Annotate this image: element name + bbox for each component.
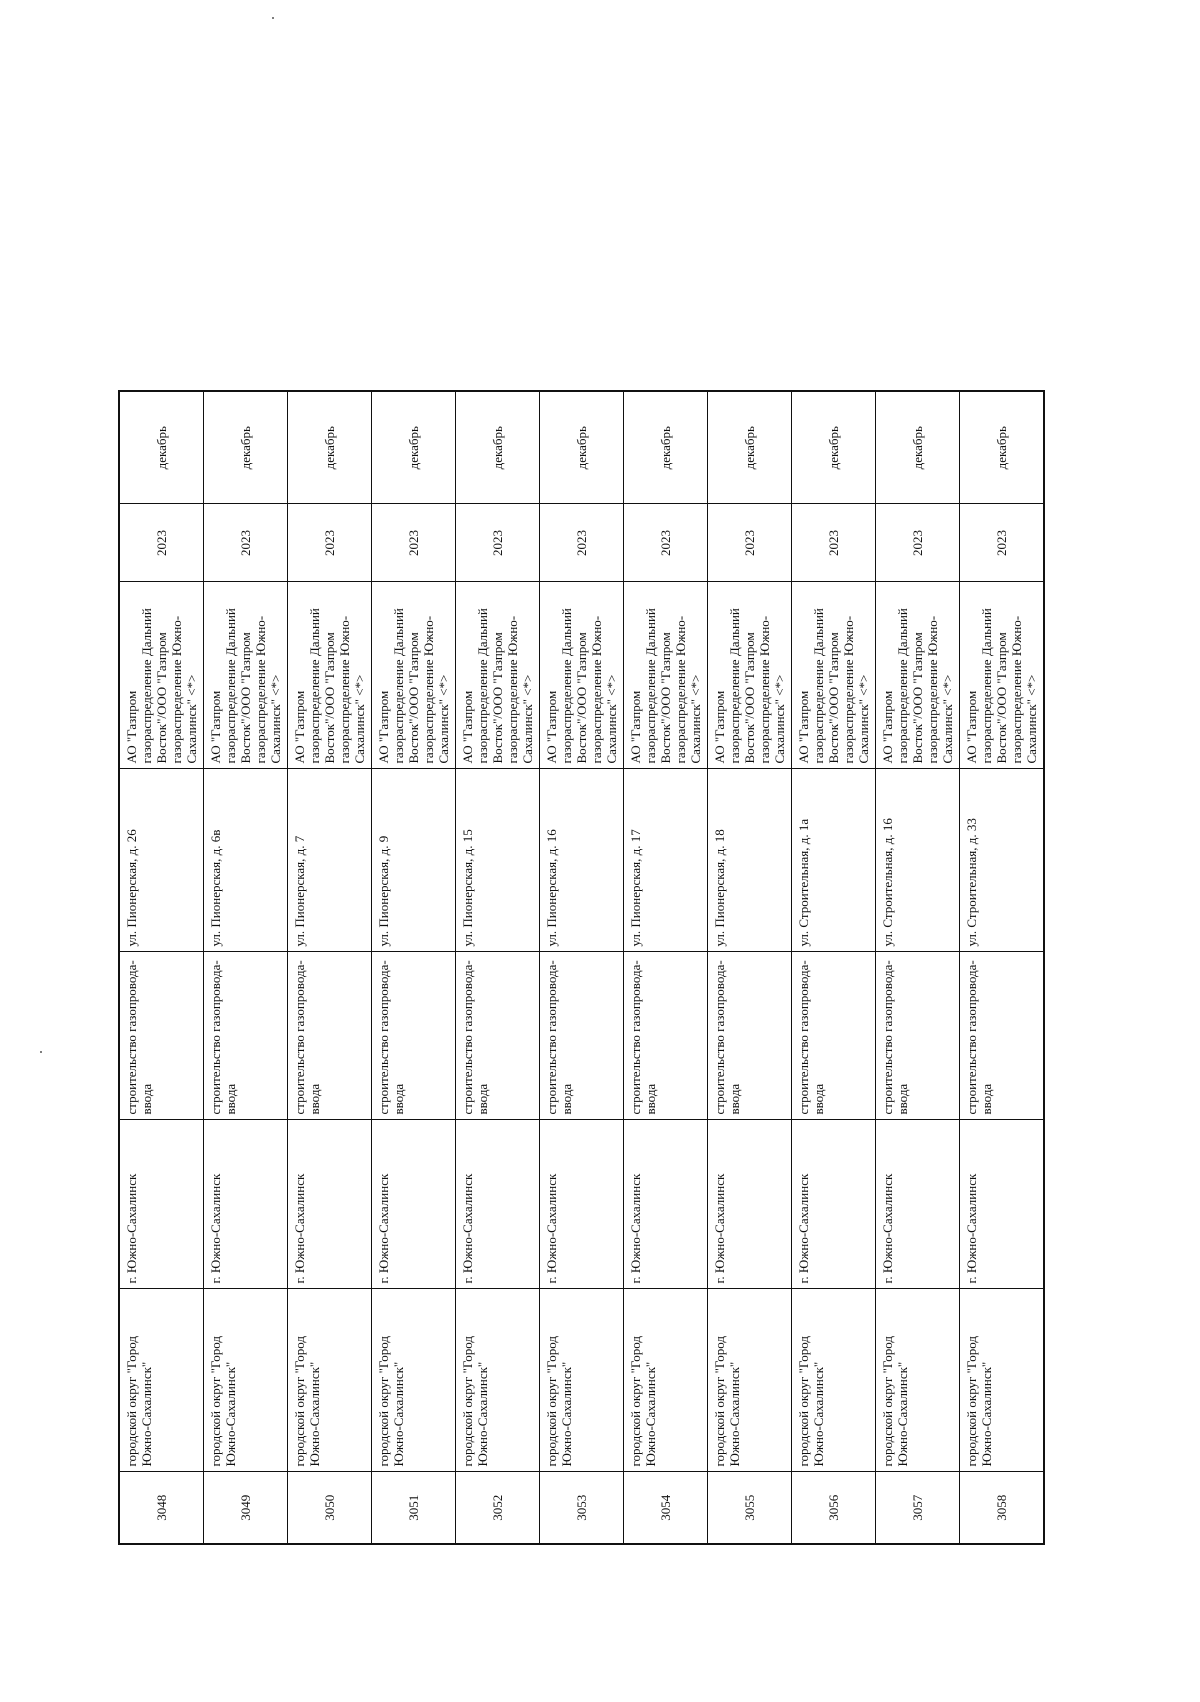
work-type-cell: строительство газопровода-ввода <box>456 952 540 1120</box>
row-number: 3048 <box>119 1472 204 1544</box>
year-cell: 2023 <box>624 504 708 582</box>
organization-cell: АО "Газпром газораспределение Дальний Восток"/ООО "Газпром газораспределение Южно-Сахалинск" <*> <box>456 582 540 769</box>
address-cell: ул. Пионерская, д. 7 <box>288 769 372 952</box>
month-cell: декабрь <box>540 391 624 504</box>
year-cell: 2023 <box>204 504 288 582</box>
municipality-cell: городской округ "Город Южно-Сахалинск" <box>119 1289 204 1472</box>
month-cell: декабрь <box>792 391 876 504</box>
organization-cell: АО "Газпром газораспределение Дальний Восток"/ООО "Газпром газораспределение Южно-Сахалинск" <*> <box>792 582 876 769</box>
table-row <box>204 391 288 1544</box>
work-type-cell: строительство газопровода-ввода <box>540 952 624 1120</box>
municipality-cell: городской округ "Город Южно-Сахалинск" <box>288 1289 372 1472</box>
address-cell: ул. Строительная, д. 16 <box>876 769 960 952</box>
organization-cell: АО "Газпром газораспределение Дальний Восток"/ООО "Газпром газораспределение Южно-Сахалинск" <*> <box>624 582 708 769</box>
municipality-cell: городской округ "Город Южно-Сахалинск" <box>204 1289 288 1472</box>
work-type-cell: строительство газопровода-ввода <box>624 952 708 1120</box>
year-cell: 2023 <box>119 504 204 582</box>
organization-cell: АО "Газпром газораспределение Дальний Восток"/ООО "Газпром газораспределение Южно-Сахалинск" <*> <box>876 582 960 769</box>
table-row <box>876 391 960 1544</box>
table-row <box>624 391 708 1544</box>
address-cell: ул. Строительная, д. 33 <box>960 769 1045 952</box>
table-row <box>288 391 372 1544</box>
municipality-cell: городской округ "Город Южно-Сахалинск" <box>456 1289 540 1472</box>
row-number: 3057 <box>876 1472 960 1544</box>
organization-cell: АО "Газпром газораспределение Дальний Восток"/ООО "Газпром газораспределение Южно-Сахалинск" <*> <box>540 582 624 769</box>
year-cell: 2023 <box>456 504 540 582</box>
row-number: 3051 <box>372 1472 456 1544</box>
settlement-cell: г. Южно-Сахалинск <box>372 1120 456 1289</box>
municipality-cell: городской округ "Город Южно-Сахалинск" <box>708 1289 792 1472</box>
table-row <box>708 391 792 1544</box>
work-type-cell: строительство газопровода-ввода <box>876 952 960 1120</box>
organization-cell: АО "Газпром газораспределение Дальний Восток"/ООО "Газпром газораспределение Южно-Сахалинск" <*> <box>708 582 792 769</box>
organization-cell: АО "Газпром газораспределение Дальний Восток"/ООО "Газпром газораспределение Южно-Сахалинск" <*> <box>204 582 288 769</box>
work-type-cell: строительство газопровода-ввода <box>204 952 288 1120</box>
settlement-cell: г. Южно-Сахалинск <box>624 1120 708 1289</box>
month-cell: декабрь <box>288 391 372 504</box>
address-cell: ул. Пионерская, д. 26 <box>119 769 204 952</box>
work-type-cell: строительство газопровода-ввода <box>288 952 372 1120</box>
table-row <box>372 391 456 1544</box>
settlement-cell: г. Южно-Сахалинск <box>288 1120 372 1289</box>
municipality-cell: городской округ "Город Южно-Сахалинск" <box>372 1289 456 1472</box>
month-cell: декабрь <box>960 391 1045 504</box>
month-cell: декабрь <box>372 391 456 504</box>
year-cell: 2023 <box>540 504 624 582</box>
table-row <box>119 391 204 1544</box>
address-cell: ул. Пионерская, д. 6в <box>204 769 288 952</box>
row-number: 3054 <box>624 1472 708 1544</box>
table-row <box>792 391 876 1544</box>
municipality-cell: городской округ "Город Южно-Сахалинск" <box>792 1289 876 1472</box>
month-cell: декабрь <box>204 391 288 504</box>
row-number: 3053 <box>540 1472 624 1544</box>
table-body <box>119 391 1044 1544</box>
address-cell: ул. Пионерская, д. 15 <box>456 769 540 952</box>
year-cell: 2023 <box>708 504 792 582</box>
address-cell: ул. Строительная, д. 1а <box>792 769 876 952</box>
month-cell: декабрь <box>456 391 540 504</box>
settlement-cell: г. Южно-Сахалинск <box>960 1120 1045 1289</box>
row-number: 3056 <box>792 1472 876 1544</box>
row-number: 3050 <box>288 1472 372 1544</box>
year-cell: 2023 <box>372 504 456 582</box>
month-cell: декабрь <box>624 391 708 504</box>
municipality-cell: городской округ "Город Южно-Сахалинск" <box>540 1289 624 1472</box>
settlement-cell: г. Южно-Сахалинск <box>119 1120 204 1289</box>
organization-cell: АО "Газпром газораспределение Дальний Восток"/ООО "Газпром газораспределение Южно-Сахалинск" <*> <box>372 582 456 769</box>
work-type-cell: строительство газопровода-ввода <box>792 952 876 1120</box>
address-cell: ул. Пионерская, д. 18 <box>708 769 792 952</box>
organization-cell: АО "Газпром газораспределение Дальний Восток"/ООО "Газпром газораспределение Южно-Сахалинск" <*> <box>119 582 204 769</box>
organization-cell: АО "Газпром газораспределение Дальний Восток"/ООО "Газпром газораспределение Южно-Сахалинск" <*> <box>960 582 1045 769</box>
work-type-cell: строительство газопровода-ввода <box>372 952 456 1120</box>
settlement-cell: г. Южно-Сахалинск <box>540 1120 624 1289</box>
municipality-cell: городской округ "Город Южно-Сахалинск" <box>624 1289 708 1472</box>
row-number: 3052 <box>456 1472 540 1544</box>
address-cell: ул. Пионерская, д. 17 <box>624 769 708 952</box>
year-cell: 2023 <box>288 504 372 582</box>
row-number: 3049 <box>204 1472 288 1544</box>
year-cell: 2023 <box>876 504 960 582</box>
month-cell: декабрь <box>119 391 204 504</box>
year-cell: 2023 <box>792 504 876 582</box>
work-type-cell: строительство газопровода-ввода <box>960 952 1045 1120</box>
table-row <box>960 391 1045 1544</box>
year-cell: 2023 <box>960 504 1045 582</box>
scan-speck <box>272 17 274 19</box>
table-row <box>540 391 624 1544</box>
row-number: 3058 <box>960 1472 1045 1544</box>
municipality-cell: городской округ "Город Южно-Сахалинск" <box>960 1289 1045 1472</box>
gas-pipeline-schedule-table <box>118 390 1045 1545</box>
municipality-cell: городской округ "Город Южно-Сахалинск" <box>876 1289 960 1472</box>
settlement-cell: г. Южно-Сахалинск <box>792 1120 876 1289</box>
work-type-cell: строительство газопровода-ввода <box>119 952 204 1120</box>
row-number: 3055 <box>708 1472 792 1544</box>
month-cell: декабрь <box>708 391 792 504</box>
settlement-cell: г. Южно-Сахалинск <box>876 1120 960 1289</box>
settlement-cell: г. Южно-Сахалинск <box>456 1120 540 1289</box>
month-cell: декабрь <box>876 391 960 504</box>
address-cell: ул. Пионерская, д. 16 <box>540 769 624 952</box>
work-type-cell: строительство газопровода-ввода <box>708 952 792 1120</box>
settlement-cell: г. Южно-Сахалинск <box>204 1120 288 1289</box>
scan-speck <box>40 1051 42 1053</box>
settlement-cell: г. Южно-Сахалинск <box>708 1120 792 1289</box>
organization-cell: АО "Газпром газораспределение Дальний Восток"/ООО "Газпром газораспределение Южно-Сахалинск" <*> <box>288 582 372 769</box>
table-row <box>456 391 540 1544</box>
address-cell: ул. Пионерская, д. 9 <box>372 769 456 952</box>
